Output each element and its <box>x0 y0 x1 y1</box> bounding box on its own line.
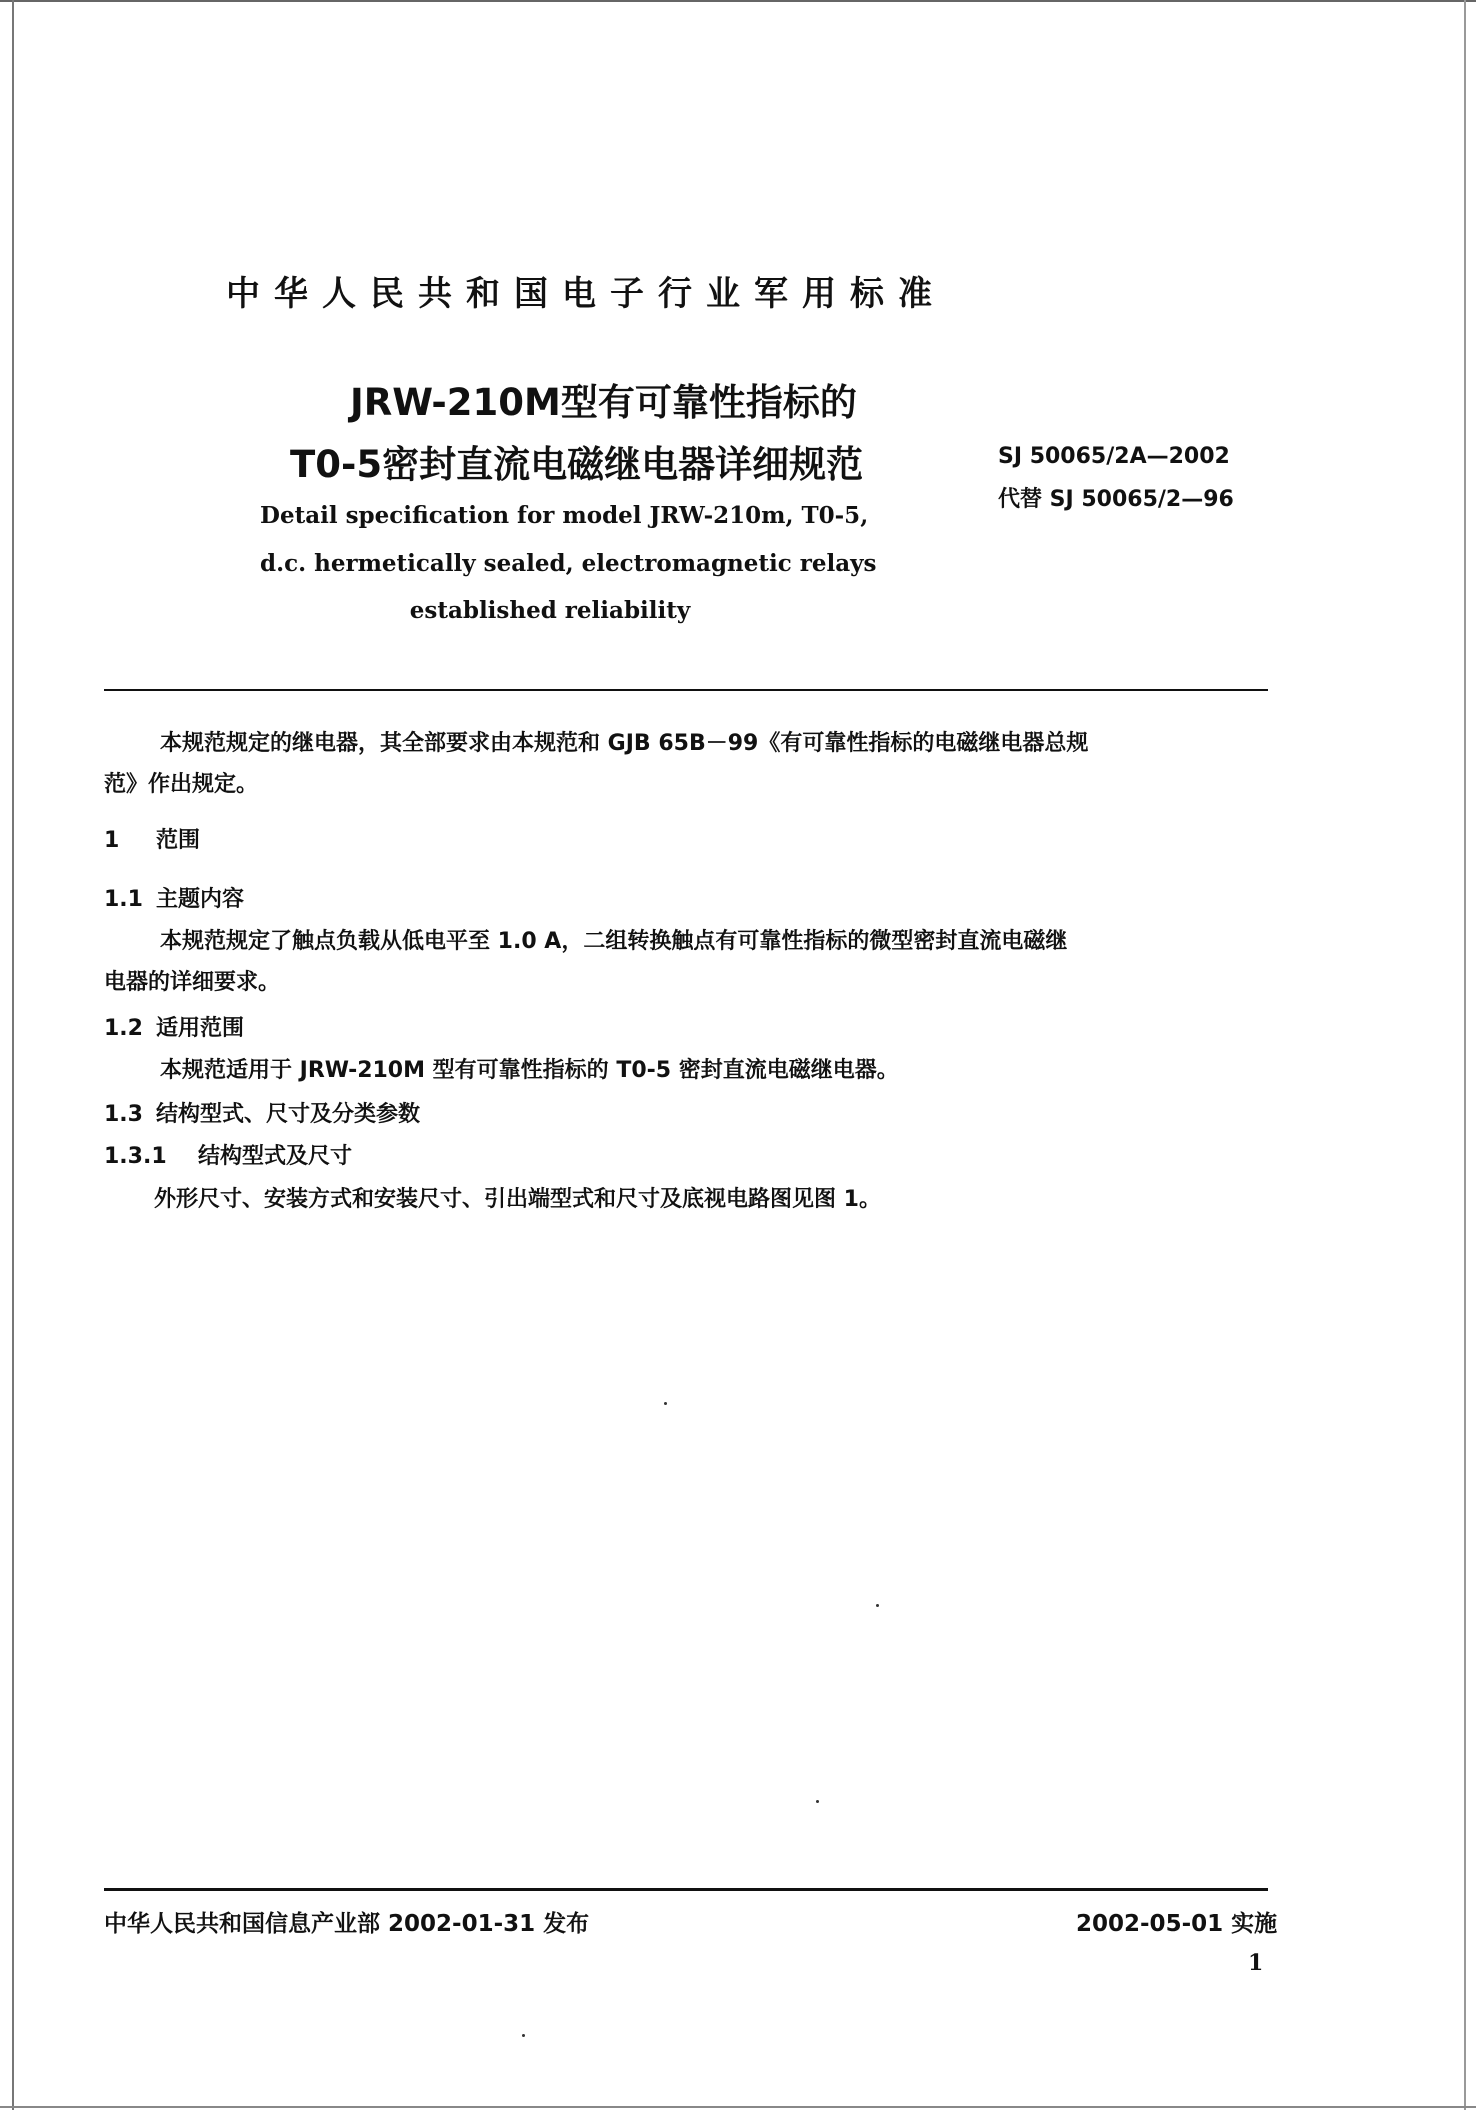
title-en-line3: established reliability <box>409 597 691 624</box>
section-1-1-text-line2: 电器的详细要求。 <box>104 970 281 995</box>
section-1-3-heading <box>104 1097 420 1128</box>
section-title: 适用范围 <box>156 1016 245 1041</box>
section-1-3-1-text: 外形尺寸、安装方式和安装尺寸、引出端型式和尺寸及底视电路图见图 1。 <box>154 1187 881 1212</box>
section-number: 1 <box>104 828 120 853</box>
section-title: 结构型式及尺寸 <box>198 1144 353 1169</box>
section-1-2-text: 本规范适用于 JRW-210M 型有可靠性指标的 T0-5 密封直流电磁继电器。 <box>160 1058 899 1083</box>
scan-speck <box>664 1402 667 1405</box>
standard-code: SJ 50065/2A—2002 <box>998 444 1230 469</box>
section-number: 1.3.1 <box>104 1144 167 1169</box>
effective-date: 2002-05-01 实施 <box>1076 1911 1278 1937</box>
title-en-line2: d.c. hermetically sealed, electromagnetic relays <box>260 550 877 577</box>
footer-divider <box>104 1888 1268 1891</box>
standard-replaces: 代替 SJ 50065/2—96 <box>998 487 1234 512</box>
page-number: 1 <box>1248 1950 1264 1976</box>
scan-edge-left <box>12 0 14 2110</box>
title-en-line1: Detail specification for model JRW-210m, T0-5, <box>260 502 869 529</box>
section-1-2-heading <box>104 1011 244 1042</box>
section-title: 主题内容 <box>156 887 245 912</box>
header-divider <box>104 689 1268 691</box>
section-1-heading <box>104 823 200 854</box>
section-title: 结构型式、尺寸及分类参数 <box>156 1102 421 1127</box>
section-number: 1.2 <box>104 1016 143 1041</box>
title-zh-line1: JRW-210M型有可靠性指标的 <box>350 381 857 424</box>
section-1-1-text-line1: 本规范规定了触点负载从低电平至 1.0 A，二组转换触点有可靠性指标的微型密封直流电磁继 <box>160 929 1068 954</box>
intro-line1: 本规范规定的继电器，其全部要求由本规范和 GJB 65B－99《有可靠性指标的电磁继电器总规 <box>160 731 1089 756</box>
scan-edge-top <box>0 0 1476 2</box>
org-title: 中华人民共和国电子行业军用标准 <box>226 274 946 314</box>
section-number: 1.1 <box>104 887 143 912</box>
scan-speck <box>522 2034 525 2037</box>
section-1-1-heading <box>104 882 244 913</box>
section-1-3-1-heading <box>104 1139 352 1170</box>
scan-speck <box>876 1604 879 1607</box>
scan-edge-right <box>1464 0 1466 2110</box>
section-number: 1.3 <box>104 1102 143 1127</box>
intro-line2: 范》作出规定。 <box>104 772 259 797</box>
issue-info: 中华人民共和国信息产业部 2002-01-31 发布 <box>104 1911 590 1937</box>
scan-speck <box>816 1800 819 1803</box>
section-title: 范围 <box>156 828 201 853</box>
title-zh-line2: T0-5密封直流电磁继电器详细规范 <box>290 443 864 486</box>
scan-edge-bottom <box>0 2106 1476 2108</box>
